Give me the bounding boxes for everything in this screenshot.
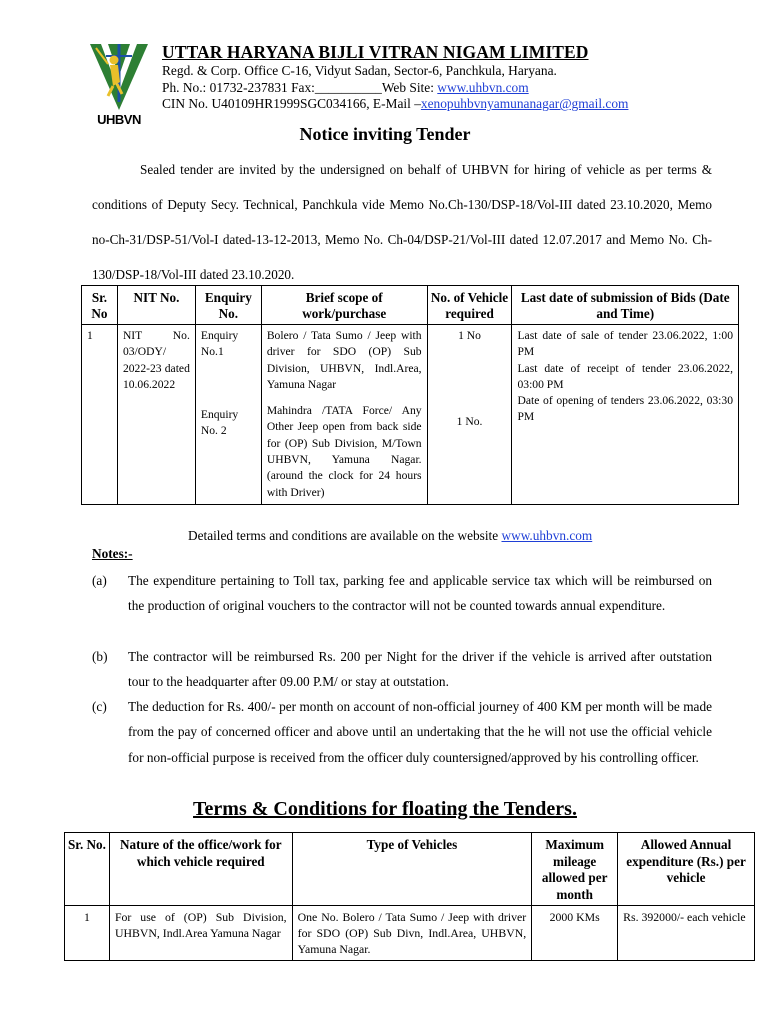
col-header: Last date of submission of Bids (Date and Time) <box>512 286 739 325</box>
letterhead <box>162 42 722 113</box>
sr-cell: 1 <box>82 325 118 505</box>
address-line: Regd. & Corp. Office C-16, Vidyut Sadan, Sector-6, Panchkula, Haryana. <box>162 63 557 78</box>
detailed-terms-text: Detailed terms and conditions are available on the website <box>188 528 502 543</box>
note-label: (a) <box>92 573 107 588</box>
cin-line <box>162 96 722 113</box>
note-text: The deduction for Rs. 400/- per month on account of non-official journey of 400 KM per month will be made from the pay of concerned officer and above until an undertaking that the he will not use the official vehicle for non-official purpose is received from the officer duly countersigned/approved by his controlling officer. <box>128 699 712 765</box>
tender-table <box>81 285 739 505</box>
detailed-terms-line <box>188 528 592 544</box>
nature-cell: For use of (OP) Sub Division, UHBVN, Indl.Area Yamuna Nagar <box>109 906 292 961</box>
scope-1: Bolero / Tata Sumo / Jeep with driver for SDO (OP) Sub Division, UHBVN, Indl.Area, Yamuna Nagar <box>266 329 422 391</box>
note-item <box>92 644 712 695</box>
notice-title: Notice inviting Tender <box>299 124 471 144</box>
col-header: No. of Vehicle required <box>427 286 512 325</box>
organization-name: UTTAR HARYANA BIJLI VITRAN NIGAM LIMITED <box>162 42 589 62</box>
nit-cell: NIT No. 03/ODY/ 2022-23 dated 10.06.2022 <box>117 325 195 505</box>
table-header-row <box>82 286 739 325</box>
scope-cell <box>261 325 427 505</box>
notes-heading: Notes:- <box>92 546 133 561</box>
mileage-cell: 2000 KMs <box>532 906 618 961</box>
contact-line <box>162 80 722 97</box>
enquiry-1: Enquiry No.1 <box>200 329 239 359</box>
intro-text: Sealed tender are invited by the undersigned on behalf of UHBVN for hiring of vehicle as per terms & conditions of Deputy Secy. Technical, Panchkula vide Memo No.Ch-130/DSP-18/Vol-III dated 23.10.2020, Memo no-Ch-31/DSP-51/Vol-I dated-13-12-2013, Memo No. Ch-04/DSP-21/Vol-III dated 12.07.2017 and Memo No. Ch-130/DSP-18/Vol-III dated 23.10.2020. <box>92 162 712 282</box>
intro-paragraph <box>92 152 712 292</box>
col-header: Sr. No. <box>65 833 110 906</box>
col-header: NIT No. <box>117 286 195 325</box>
enquiry-cell <box>195 325 261 505</box>
vehicles-2: 1 No. <box>456 415 483 429</box>
terms-table <box>64 832 755 961</box>
col-header: Brief scope of work/purchase <box>261 286 427 325</box>
logo-text: UHBVN <box>97 112 141 127</box>
sr-cell: 1 <box>65 906 110 961</box>
col-header: Nature of the office/work for which vehicle required <box>109 833 292 906</box>
col-header: Sr. No <box>82 286 118 325</box>
cin-text: CIN No. U40109HR1999SGC034166, E-Mail – <box>162 96 421 111</box>
bid-sale: Last date of sale of tender 23.06.2022, 1:00 PM <box>517 329 733 359</box>
note-text: The contractor will be reimbursed Rs. 200 per Night for the driver if the vehicle is arrived after outstation tour to the headquarter after 09.00 P.M/ or stay at outstation. <box>128 649 712 690</box>
col-header: Allowed Annual expenditure (Rs.) per vehicle <box>618 833 755 906</box>
email-link[interactable]: xenopuhbvnyamunanagar@gmail.com <box>420 96 629 111</box>
col-header: Type of Vehicles <box>292 833 532 906</box>
scope-2: Mahindra /TATA Force/ Any Other Jeep open from back side for (OP) Sub Division, M/Town UHBVN, Yamuna Nagar. (around the clock for 24 hours with Driver) <box>266 404 422 499</box>
col-header: Enquiry No. <box>195 286 261 325</box>
note-item <box>92 694 712 770</box>
note-item <box>92 568 712 619</box>
col-header: Maximum mileage allowed per month <box>532 833 618 906</box>
bid-opening: Date of opening of tenders 23.06.2022, 03:30 PM <box>517 394 733 424</box>
terms-title: Terms & Conditions for floating the Tenders. <box>193 798 577 820</box>
table-row <box>82 325 739 505</box>
expenditure-cell: Rs. 392000/- each vehicle <box>618 906 755 961</box>
bid-dates-cell <box>512 325 739 505</box>
vehicle-type-cell: One No. Bolero / Tata Sumo / Jeep with driver for SDO (OP) Sub Divn, Indl.Area, UHBVN, Yamuna Nagar. <box>292 906 532 961</box>
vehicles-1: 1 No <box>458 329 481 342</box>
note-text: The expenditure pertaining to Toll tax, parking fee and applicable service tax which will be reimbursed on the production of original vouchers to the contractor will not be counted towards annual expenditure. <box>128 573 712 614</box>
note-label: (c) <box>92 699 107 714</box>
table-row <box>65 906 755 961</box>
vehicles-cell <box>427 325 512 505</box>
website-link[interactable]: www.uhbvn.com <box>437 79 529 95</box>
table-header-row <box>65 833 755 906</box>
uhbvn-logo <box>86 42 152 128</box>
bid-receipt: Last date of receipt of tender 23.06.2022, 03:00 PM <box>517 361 733 391</box>
enquiry-2: Enquiry No. 2 <box>200 407 239 437</box>
detailed-website-link[interactable]: www.uhbvn.com <box>501 528 593 543</box>
phone-fax: Ph. No.: 01732-237831 Fax:__________Web Site: <box>162 79 438 95</box>
note-label: (b) <box>92 649 108 664</box>
